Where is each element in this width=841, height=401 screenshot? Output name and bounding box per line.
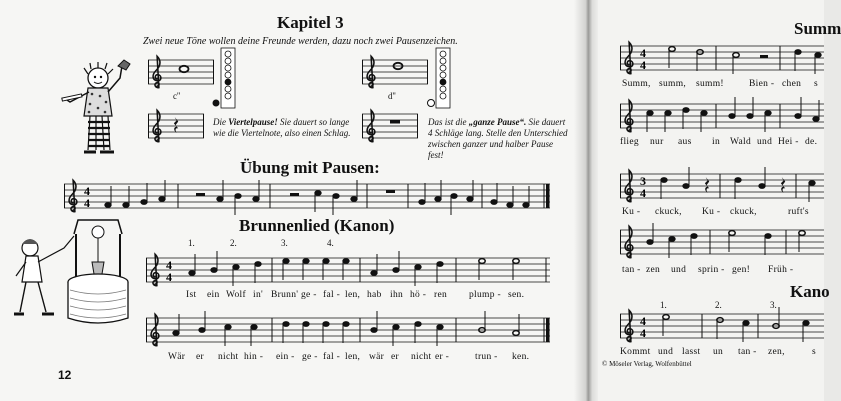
canon-entry-2: 2.	[230, 238, 237, 248]
song-staff-1	[146, 250, 550, 290]
right-lyric-3-4: ruft's	[788, 207, 809, 217]
right-song-title: Summ	[794, 19, 841, 38]
right-lyric-3-3: ckuck,	[730, 207, 757, 217]
right-lyric-2-3: in	[712, 137, 720, 147]
quarter-rest-icon	[174, 117, 178, 133]
copyright-notice: © Möseler Verlag, Wolfenbüttel	[602, 360, 692, 368]
right-staff-2	[620, 96, 824, 136]
note-c-label: c''	[173, 91, 181, 101]
lyric-2-13: ken.	[512, 352, 530, 362]
svg-text:4: 4	[640, 58, 646, 72]
svg-text:4: 4	[640, 326, 646, 340]
right-lyric-1-4: chen	[782, 79, 802, 89]
chapter-title: Kapitel 3	[277, 13, 344, 32]
whole-rest-icon	[390, 120, 400, 124]
lyric-2-8: wär	[369, 352, 385, 362]
song-staff-2	[146, 310, 550, 350]
lyric-2-9: er	[391, 352, 399, 362]
right-lyric-4-0: tan -	[622, 265, 641, 275]
lyric-2-12: trun -	[475, 352, 498, 362]
svg-text:4: 4	[640, 314, 646, 328]
page-number: 12	[58, 368, 72, 382]
right-staff-4	[620, 222, 824, 262]
lyric-2-4: ein -	[276, 352, 295, 362]
svg-text:3: 3	[640, 174, 646, 188]
right-lyric-4-5: Früh -	[768, 265, 794, 275]
lyric-1-9: ihn	[390, 290, 404, 300]
svg-text:4: 4	[640, 186, 646, 200]
fingering-chart-d	[426, 48, 452, 110]
svg-text:4: 4	[166, 270, 172, 284]
right-lyric-5-0: Kommt	[620, 347, 651, 357]
right-canon-title: Kano	[790, 282, 830, 301]
right-lyric-5-2: lasst	[682, 347, 701, 357]
intro-text: Zwei neue Töne wollen deine Freunde werden, dazu noch zwei Pausenzeichen.	[143, 36, 458, 47]
svg-text:4: 4	[166, 258, 172, 272]
lyric-2-0: Wär	[168, 352, 186, 362]
right-lyric-2-7: de.	[805, 137, 818, 147]
right-lyric-5-6: s	[812, 347, 816, 357]
right-lyric-2-0: flieg	[620, 137, 639, 147]
canon-entry-3: 3.	[281, 238, 288, 248]
lyric-1-10: hö -	[410, 290, 427, 300]
lyric-1-5: ge -	[301, 290, 317, 300]
right-canon-entry-2: 2.	[715, 300, 722, 310]
lyric-1-13: sen.	[508, 290, 525, 300]
exercise-staff	[64, 178, 550, 218]
note-d-label: d''	[388, 91, 396, 101]
right-lyric-1-1: summ,	[659, 79, 687, 89]
lyric-1-11: ren	[434, 290, 448, 300]
staff-note-c	[148, 50, 214, 98]
lyric-2-1: er	[196, 352, 204, 362]
right-lyric-2-5: und	[757, 137, 773, 147]
right-lyric-3-2: Ku -	[702, 207, 721, 217]
right-lyric-4-3: sprin -	[698, 265, 725, 275]
song-title: Brunnenlied (Kanon)	[239, 216, 395, 235]
book-gutter	[574, 0, 600, 401]
quarter-rest-explanation: Die Viertelpause! Sie dauert so lange wie die Viertelnote, also einen Schlag.	[213, 117, 351, 138]
lyric-1-1: ein	[207, 290, 220, 300]
right-lyric-5-3: un	[713, 347, 724, 357]
right-staff-5	[620, 306, 824, 346]
lyric-1-3: in'	[253, 290, 264, 300]
lyric-2-6: fal -	[323, 352, 341, 362]
right-lyric-1-2: summ!	[696, 79, 724, 89]
lyric-1-12: plump -	[469, 290, 501, 300]
right-lyric-2-2: aus	[678, 137, 692, 147]
lyric-1-8: hab	[367, 290, 382, 300]
canon-entry-4: 4.	[327, 238, 334, 248]
lyric-1-4: Brunn'	[271, 290, 299, 300]
lyric-2-10: nicht	[411, 352, 432, 362]
lyric-2-5: ge -	[302, 352, 318, 362]
whole-rest-explanation: Das ist die „ganze Pause“. Sie dauert 4 Schläge lang. Stelle den Unterschied zwischen ganzer und halber Pause fest!	[428, 117, 568, 160]
lyric-2-3: hin -	[244, 352, 264, 362]
lyric-2-11: er -	[435, 352, 450, 362]
right-lyric-2-1: nur	[650, 137, 664, 147]
right-lyric-3-1: ckuck,	[655, 207, 682, 217]
right-lyric-5-4: tan -	[738, 347, 757, 357]
canon-entry-1: 1.	[188, 238, 195, 248]
recorder-boy-illustration	[60, 58, 138, 163]
whole-note-c	[180, 66, 189, 72]
right-lyric-2-6: Hei -	[778, 137, 799, 147]
staff-quarter-rest	[148, 106, 204, 148]
right-lyric-5-1: und	[658, 347, 674, 357]
lyric-1-0: Ist	[186, 290, 197, 300]
right-lyric-3-0: Ku -	[622, 207, 641, 217]
lyric-2-7: len,	[345, 352, 361, 362]
right-lyric-2-4: Wald	[730, 137, 752, 147]
right-lyric-4-4: gen!	[732, 265, 751, 275]
right-staff-3	[620, 166, 824, 206]
lyric-1-7: len,	[345, 290, 361, 300]
right-lyric-1-5: s	[814, 79, 818, 89]
right-staff-1	[620, 38, 824, 78]
staff-whole-rest	[362, 106, 418, 148]
svg-text:4: 4	[84, 184, 90, 198]
right-page	[598, 0, 841, 401]
right-canon-entry-1: 1.	[660, 300, 667, 310]
lyric-2-2: nicht	[218, 352, 239, 362]
fingering-chart-c	[211, 48, 237, 110]
well-boy-illustration	[8, 218, 138, 330]
svg-text:4: 4	[640, 46, 646, 60]
svg-text:4: 4	[84, 196, 90, 210]
exercise-title: Übung mit Pausen:	[240, 158, 380, 177]
lyric-1-6: fal -	[323, 290, 341, 300]
lyric-1-2: Wolf	[226, 290, 246, 300]
right-lyric-1-0: Summ,	[622, 79, 651, 89]
right-canon-entry-3: 3.	[770, 300, 777, 310]
right-lyric-4-1: zen	[646, 265, 661, 275]
right-lyric-5-5: zen,	[768, 347, 785, 357]
right-lyric-4-2: und	[671, 265, 687, 275]
right-lyric-1-3: Bien -	[749, 79, 775, 89]
